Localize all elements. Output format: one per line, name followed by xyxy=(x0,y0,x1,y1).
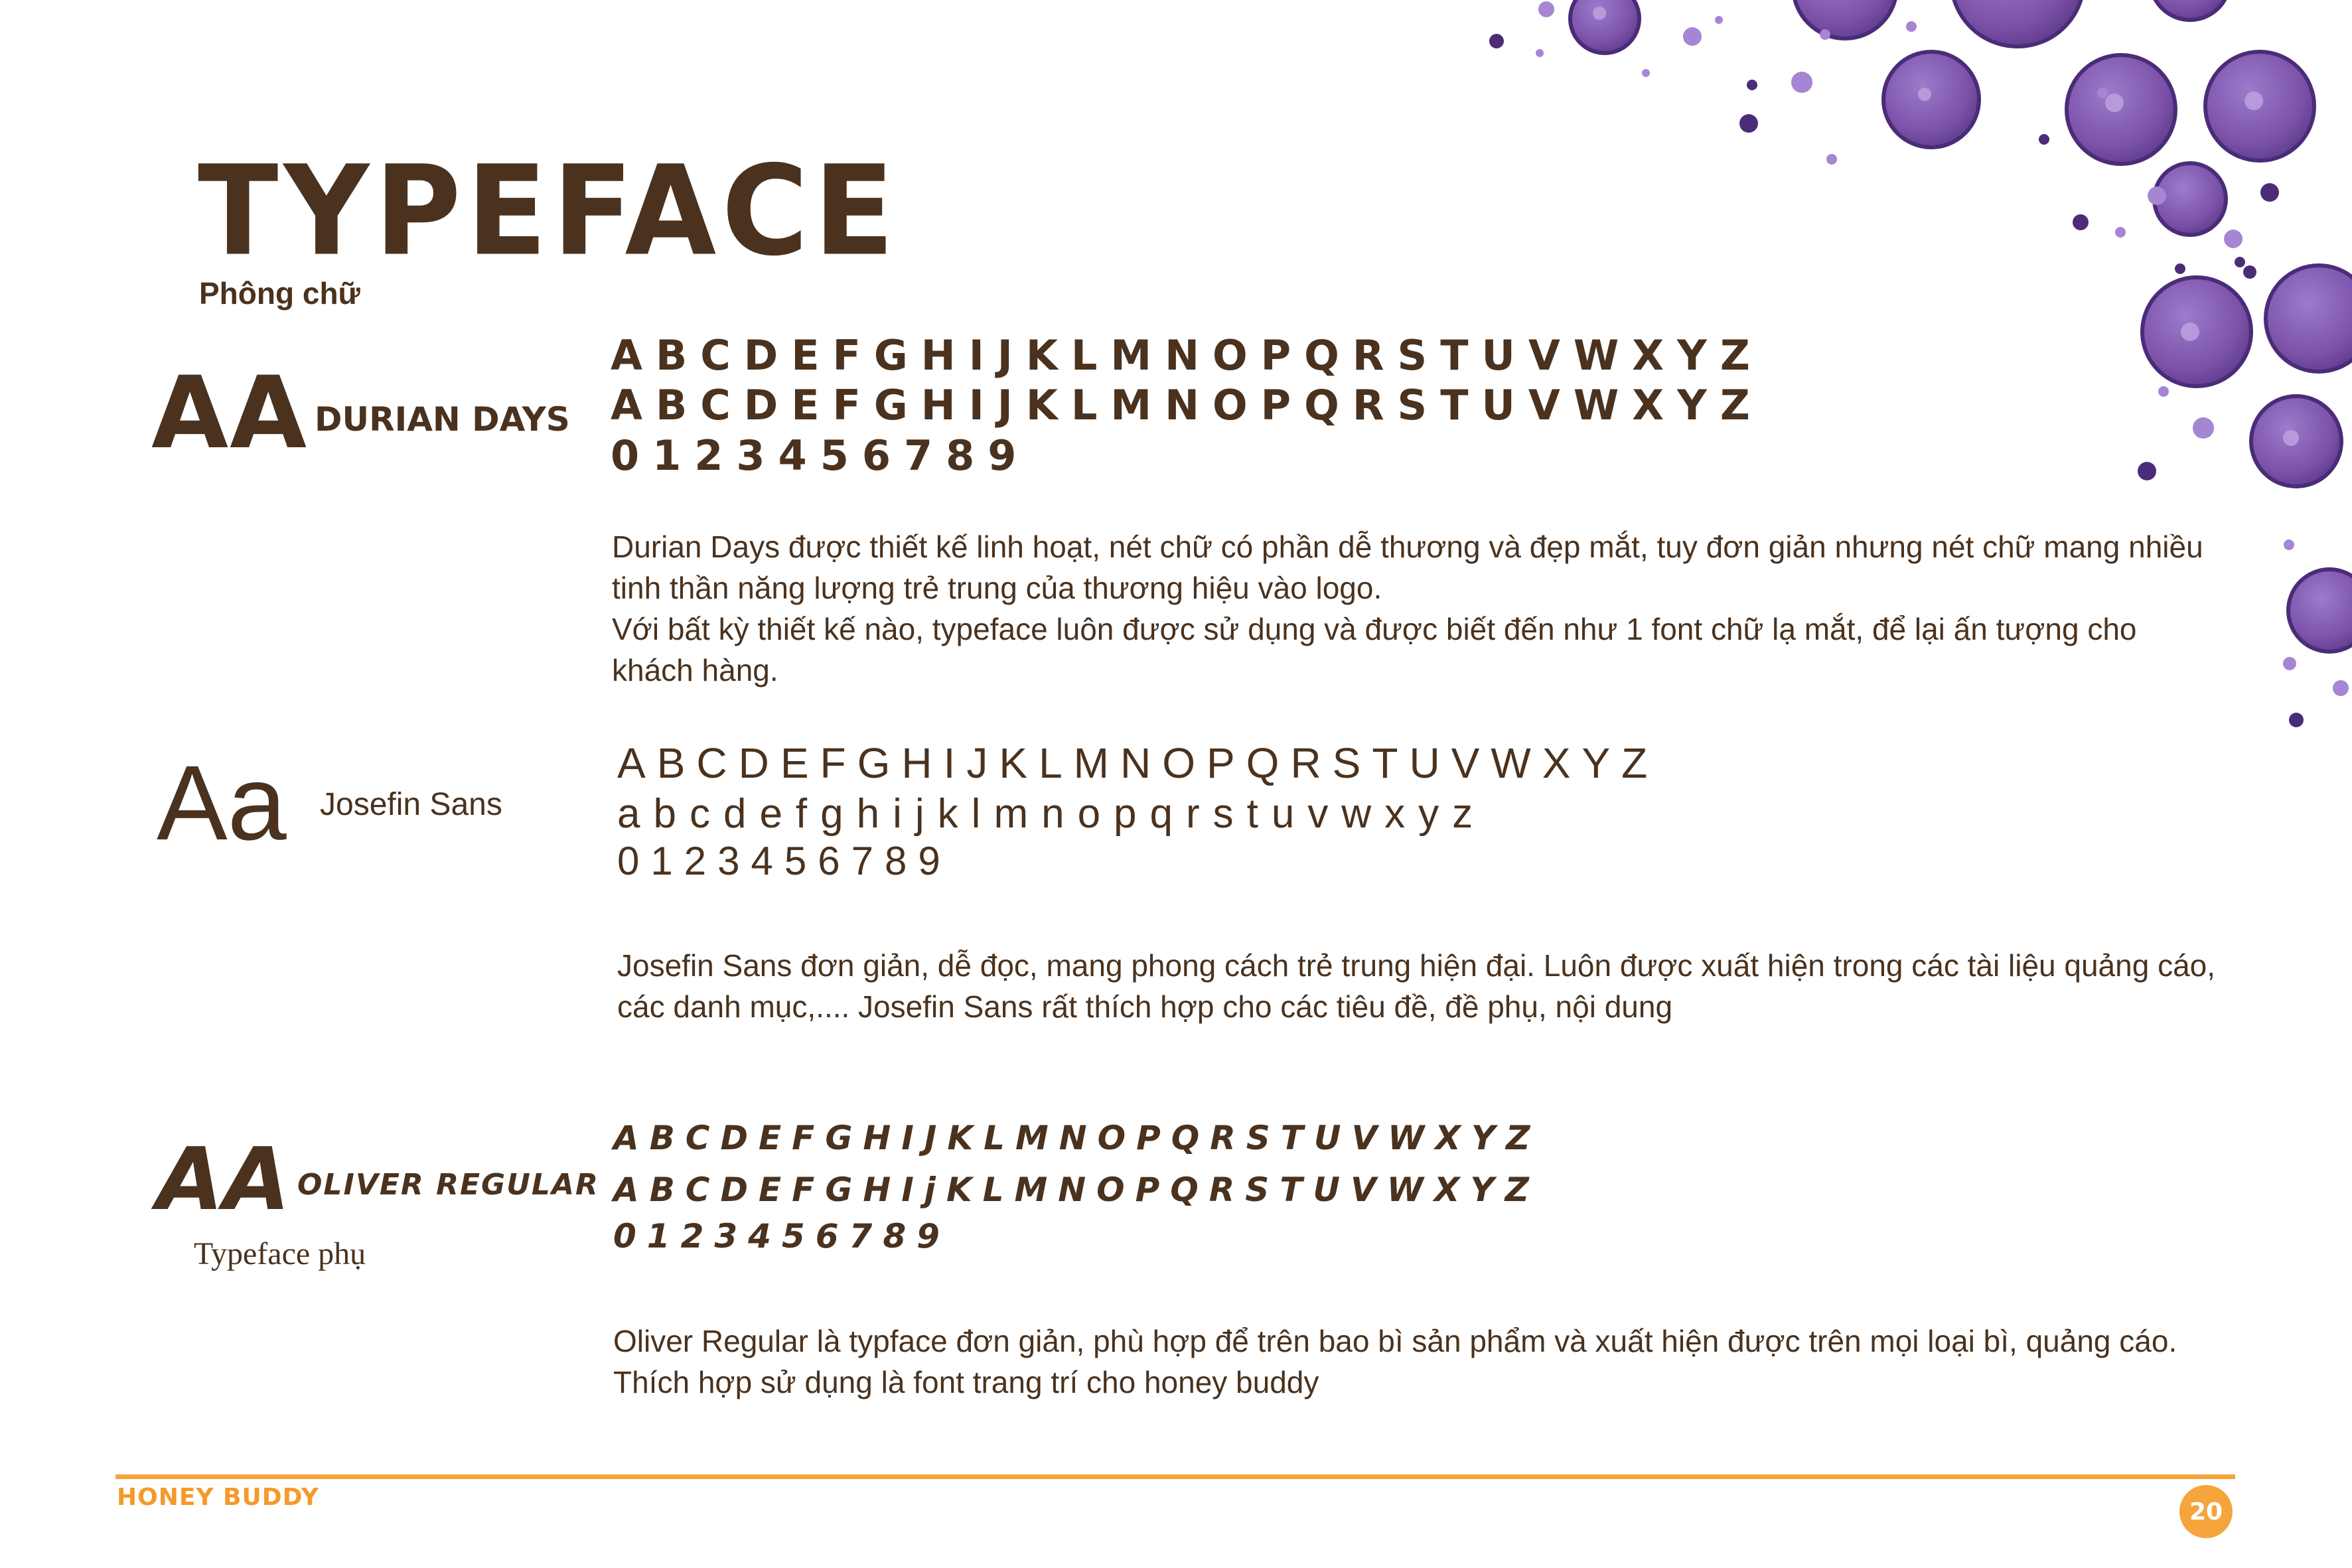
description-paragraph: Josefin Sans đơn giản, dễ đọc, mang phong cách trẻ trung hiện đại. Luôn được xuất hiện trong các tài liệu quảng cáo, các danh mục,.... Josefin Sans rất thích hợp cho các tiêu đề, đề phụ, nội dung xyxy=(617,948,2216,1024)
specimen-numbers: 0123456789 xyxy=(613,1217,950,1255)
description-paragraph: Durian Days được thiết kế linh hoạt, nét chữ có phần dễ thương và đẹp mắt, tuy đơn giản nhưng nét chữ mang nhiều tinh thần năng lượng trẻ trung của thương hiệu vào logo. xyxy=(612,530,2203,605)
font-description xyxy=(613,1320,2219,1403)
font-name: OLIVER REGULAR xyxy=(297,1168,599,1202)
font-name: DURIAN DAYS xyxy=(315,400,570,439)
specimen-alternate: ABCDEFGHIJKLMNOPQRSTUVWXYZ xyxy=(611,381,1763,429)
page-subtitle: Phông chữ xyxy=(199,276,360,311)
page-title: TYPEFACE xyxy=(198,139,900,283)
specimen-uppercase: ABCDEFGHIJKLMNOPQRSTUVWXYZ xyxy=(617,739,1659,787)
font-sample-glyph: AA xyxy=(151,356,309,471)
page-number-badge: 20 xyxy=(2179,1485,2233,1538)
footer-divider xyxy=(115,1474,2235,1479)
description-paragraph: Với bất kỳ thiết kế nào, typeface luôn được sử dụng và được biết đến như 1 font chữ lạ mắt, để lại ấn tượng cho khách hàng. xyxy=(612,612,2137,687)
specimen-uppercase: ABCDEFGHIJKLMNOPQRSTUVWXYZ xyxy=(613,1119,1541,1157)
font-sample-glyph: Aa xyxy=(157,743,287,862)
specimen-alternate: ABCDEFGHIjKLMNOPQRSTUVWXYZ xyxy=(613,1171,1540,1209)
specimen-numbers: 0123456789 xyxy=(617,839,952,883)
specimen-lowercase: abcdefghijklmnopqrstuvwxyz xyxy=(617,791,1487,837)
footer-brand: HONEY BUDDY xyxy=(117,1484,319,1511)
specimen-uppercase: ABCDEFGHIJKLMNOPQRSTUVWXYZ xyxy=(611,331,1763,380)
font-description xyxy=(612,526,2205,691)
specimen-numbers: 0123456789 xyxy=(611,431,1030,480)
font-role-label: Typeface phụ xyxy=(194,1236,366,1271)
description-paragraph: Oliver Regular là typface đơn giản, phù hợp để trên bao bì sản phẩm và xuất hiện được trên mọi loại bì, quảng cáo. Thích hợp sử dụng là font trang trí cho honey buddy xyxy=(613,1324,2177,1399)
font-name: Josefin Sans xyxy=(320,787,502,822)
font-sample-glyph: AA xyxy=(157,1129,291,1230)
font-description xyxy=(617,945,2223,1027)
